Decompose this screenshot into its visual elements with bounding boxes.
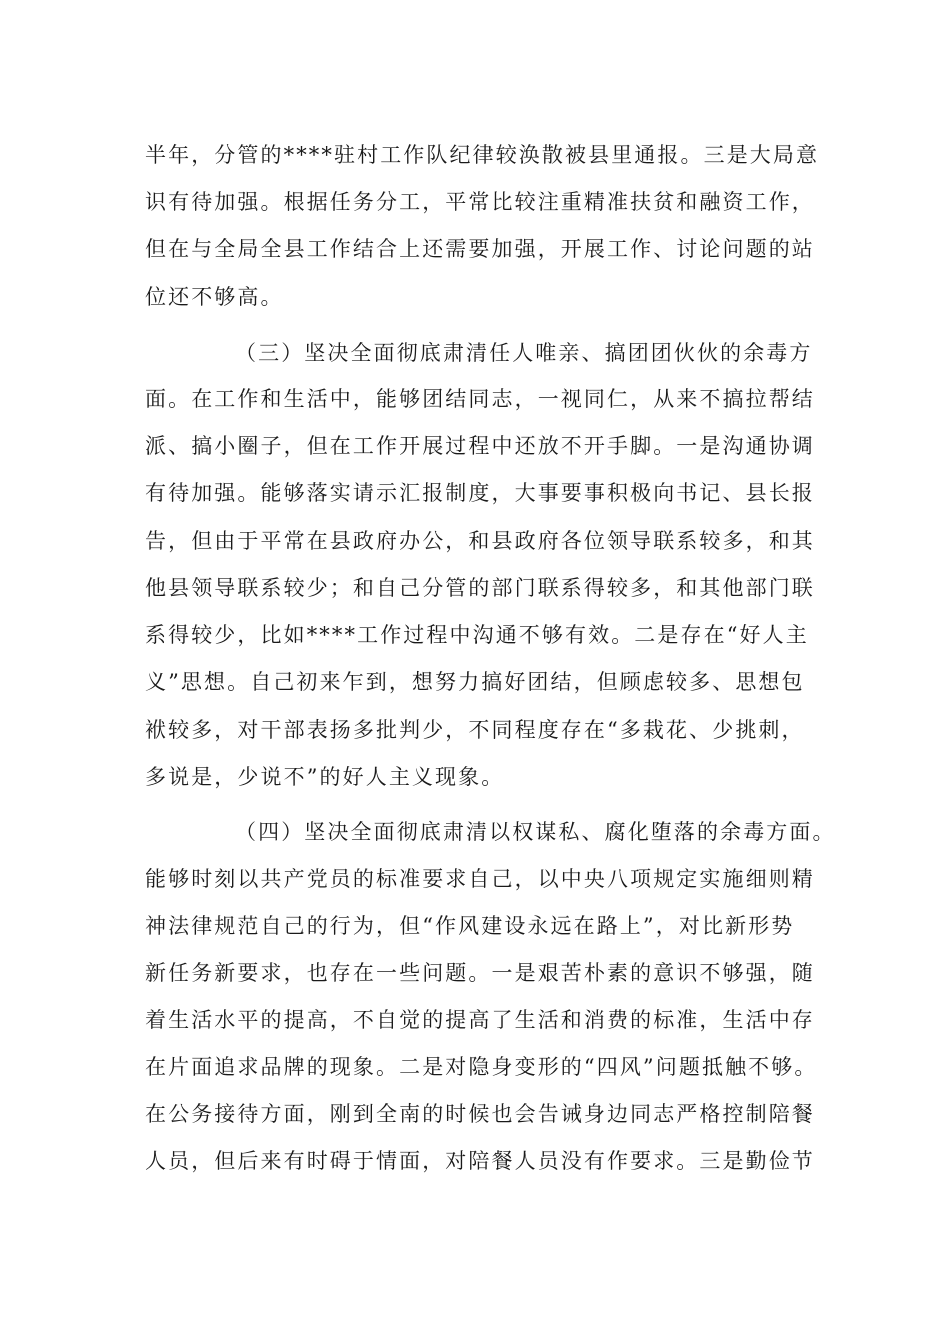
text-line: 着生活水平的提高，不自觉的提高了生活和消费的标准，生活中存	[145, 1008, 815, 1032]
text-line: 人员，但后来有时碍于情面，对陪餐人员没有作要求。三是勤俭节	[145, 1149, 815, 1173]
text-line: 位还不够高。	[145, 285, 284, 309]
text-line: 在片面追求品牌的现象。二是对隐身变形的“四风”问题抵触不够。	[145, 1055, 818, 1079]
text-line: 但在与全局全县工作结合上还需要加强，开展工作、讨论问题的站	[145, 237, 815, 261]
text-line: 新任务新要求，也存在一些问题。一是艰苦朴素的意识不够强，随	[145, 961, 815, 985]
text-line: 义”思想。自己初来乍到，想努力搞好团结，但顾虑较多、思想包	[145, 670, 805, 694]
text-line: 面。在工作和生活中，能够团结同志，一视同仁，从来不搞拉帮结	[145, 387, 815, 411]
text-line: 在公务接待方面，刚到全南的时候也会告诫身边同志严格控制陪餐	[145, 1102, 815, 1126]
text-line: 派、搞小圈子，但在工作开展过程中还放不开手脚。一是沟通协调	[145, 434, 815, 458]
section-heading-4: （四）坚决全面彻底肃清以权谋私、腐化堕落的余毒方面。	[235, 820, 836, 844]
section-heading-3: （三）坚决全面彻底肃清任人唯亲、搞团团伙伙的余毒方	[235, 341, 813, 365]
text-line: 有待加强。能够落实请示汇报制度，大事要事积极向书记、县长报	[145, 481, 815, 505]
text-line: 告，但由于平常在县政府办公，和县政府各位领导联系较多，和其	[145, 529, 815, 553]
text-line: 他县领导联系较少；和自己分管的部门联系得较多，和其他部门联	[145, 576, 815, 600]
text-line: 神法律规范自己的行为，但“作风建设永远在路上”，对比新形势	[145, 914, 795, 938]
text-line: 半年，分管的****驻村工作队纪律较涣散被县里通报。三是大局意	[145, 143, 820, 167]
text-line: 识有待加强。根据任务分工，平常比较注重精准扶贫和融资工作，	[145, 190, 815, 214]
text-line: 多说是，少说不”的好人主义现象。	[145, 765, 505, 789]
text-line: 系得较少，比如****工作过程中沟通不够有效。二是存在“好人主	[145, 623, 809, 647]
text-line: 袱较多，对干部表扬多批判少，不同程度存在“多栽花、少挑刺，	[145, 718, 805, 742]
text-line: 能够时刻以共产党员的标准要求自己，以中央八项规定实施细则精	[145, 867, 815, 891]
